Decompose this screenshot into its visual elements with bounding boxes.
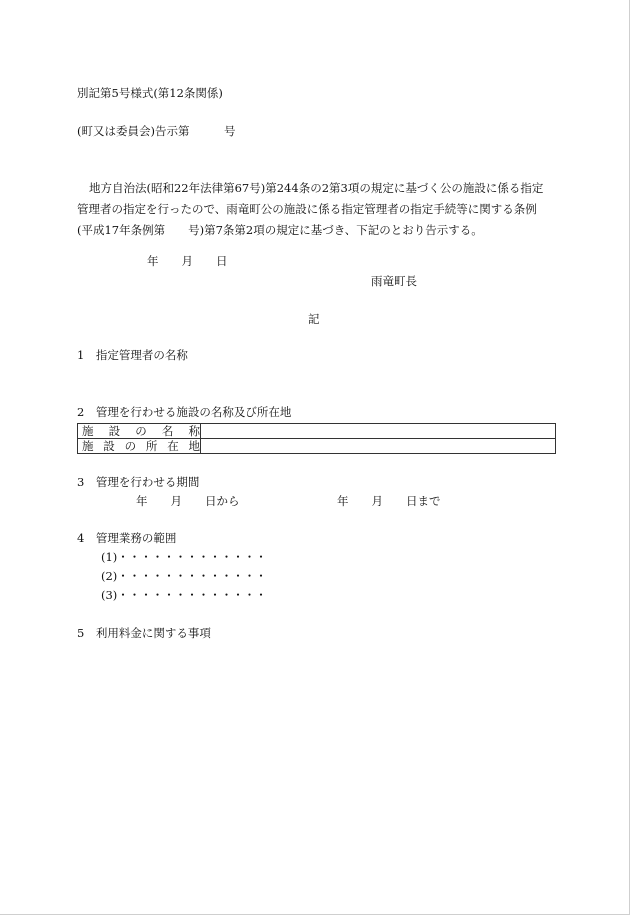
facility-name-value xyxy=(201,424,556,439)
label-char: 地 xyxy=(188,439,200,453)
label-char: 設 xyxy=(108,424,121,438)
period-to: 年 月 日まで xyxy=(337,494,441,508)
date-line: 年 月 日 xyxy=(147,254,228,268)
label-char: 施 xyxy=(82,424,94,438)
table-row xyxy=(78,424,556,439)
facility-location-label xyxy=(78,439,201,454)
label-char: の xyxy=(124,439,137,453)
paragraph-line: 管理者の指定を行ったので、雨竜町公の施設に係る指定管理者の指定手続等に関する条例 xyxy=(77,202,537,216)
paragraph-line: 地方自治法(昭和22年法律第67号)第244条の2第3項の規定に基づく公の施設に係る指定 xyxy=(89,181,544,195)
label-char: 施 xyxy=(82,439,94,453)
facility-name-label xyxy=(78,424,201,439)
facility-table xyxy=(77,423,556,454)
label-char: 設 xyxy=(103,439,115,453)
label-char: 所 xyxy=(145,439,158,453)
facility-location-value xyxy=(201,439,556,454)
section-1-heading: 1 指定管理者の名称 xyxy=(77,348,188,362)
paragraph-line: (平成17年条例第 号)第7条第2項の規定に基づき、下記のとおり告示する。 xyxy=(77,223,483,237)
scope-item: (3)・・・・・・・・・・・・・ xyxy=(101,588,267,602)
section-4-heading: 4 管理業務の範囲 xyxy=(77,531,177,545)
scope-item: (2)・・・・・・・・・・・・・ xyxy=(101,569,267,583)
section-2-heading: 2 管理を行わせる施設の名称及び所在地 xyxy=(77,405,292,419)
label-char: 名 xyxy=(161,424,174,438)
form-header: 別記第5号様式(第12条関係) xyxy=(77,86,223,100)
notice-paragraph xyxy=(77,178,557,241)
record-heading: 記 xyxy=(308,312,320,326)
label-char: 称 xyxy=(188,424,200,438)
label-char: 在 xyxy=(167,439,179,453)
section-5-heading: 5 利用料金に関する事項 xyxy=(77,626,211,640)
notice-number: (町又は委員会)告示第 号 xyxy=(77,124,236,138)
table-row xyxy=(78,439,556,454)
section-3-heading: 3 管理を行わせる期間 xyxy=(77,475,200,489)
period-from: 年 月 日から xyxy=(136,494,240,508)
signatory: 雨竜町長 xyxy=(371,274,417,288)
label-char: の xyxy=(135,424,147,438)
scope-item: (1)・・・・・・・・・・・・・ xyxy=(101,550,267,564)
